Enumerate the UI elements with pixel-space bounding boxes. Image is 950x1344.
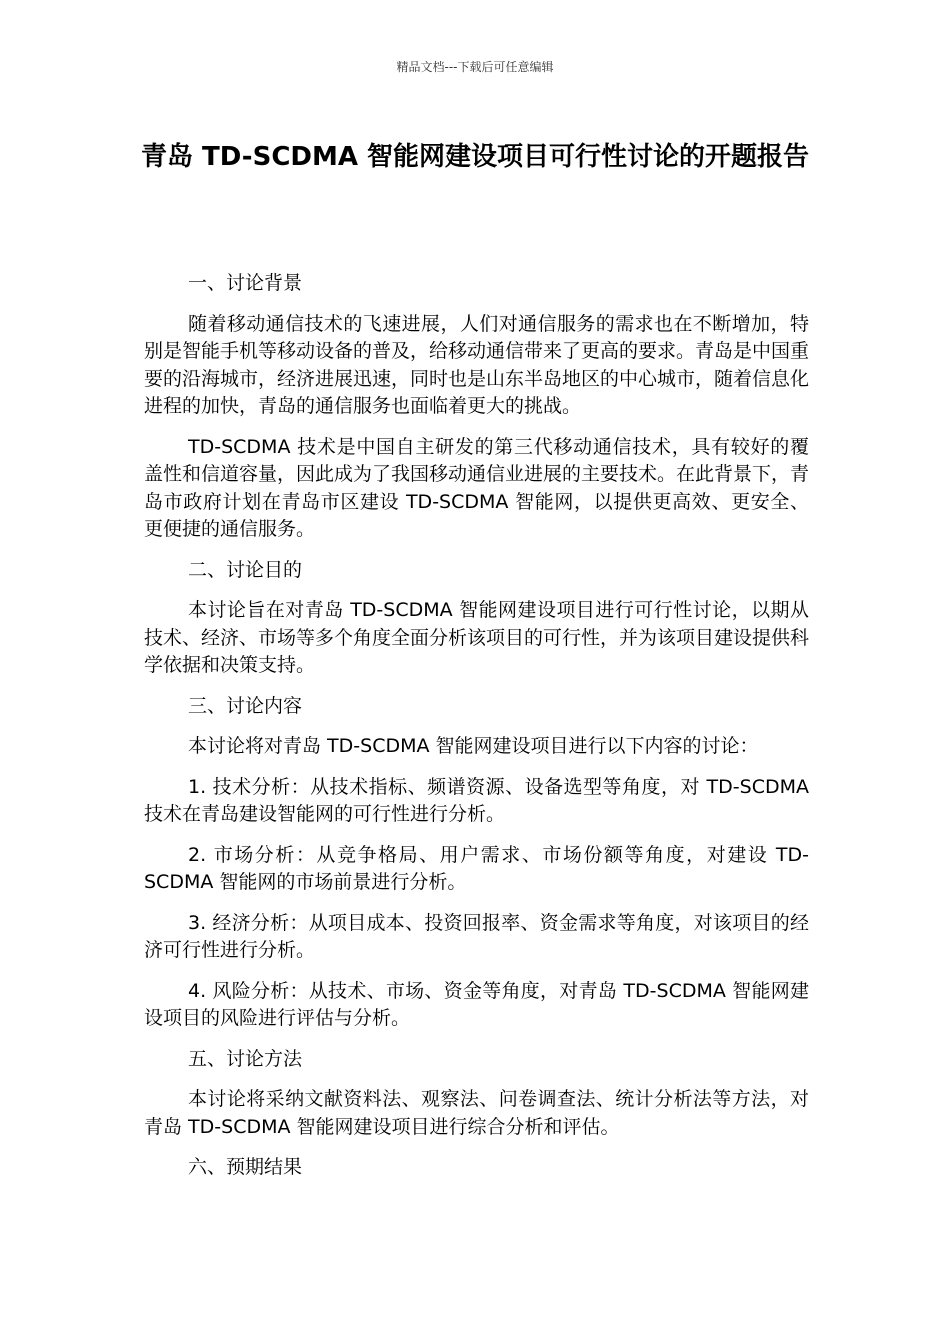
section-heading-background: 一、讨论背景 <box>188 272 303 294</box>
paragraph: 随着移动通信技术的飞速进展，人们对通信服务的需求也在不断增加，特别是智能手机等移动设备的普及，给移动通信带来了更高的要求。青岛是中国重要的沿海城市，经济进展迅速，同时也是山东半岛地区的中心城市，随着信息化进程的加快，青岛的通信服务也面临着更大的挑战。 <box>144 312 810 417</box>
paragraph: 本讨论旨在对青岛 TD-SCDMA 智能网建设项目进行可行性讨论，以期从技术、经济、市场等多个角度全面分析该项目的可行性，并为该项目建设提供科学依据和决策支持。 <box>144 599 810 676</box>
section-heading-content: 三、讨论内容 <box>188 694 303 717</box>
list-item: 4. 风险分析：从技术、市场、资金等角度，对青岛 TD-SCDMA 智能网建设项目的风险进行评估与分析。 <box>144 979 809 1029</box>
paragraph: 本讨论将采纳文献资料法、观察法、问卷调查法、统计分析法等方法，对青岛 TD-SCDMA 智能网建设项目进行综合分析和评估。 <box>144 1088 809 1138</box>
paragraph: 本讨论将对青岛 TD-SCDMA 智能网建设项目进行以下内容的讨论： <box>188 735 759 757</box>
section-heading-purpose: 二、讨论目的 <box>188 558 303 581</box>
section-heading-expected-results: 六、预期结果 <box>188 1156 303 1178</box>
document-title: 青岛 TD-SCDMA 智能网建设项目可行性讨论的开题报告 <box>140 142 810 172</box>
document-body <box>144 270 809 1195</box>
list-item: 2. 市场分析：从竞争格局、用户需求、市场份额等角度，对建设 TD-SCDMA 智能网的市场前景进行分析。 <box>144 843 809 893</box>
list-item: 1. 技术分析：从技术指标、频谱资源、设备选型等角度，对 TD-SCDMA 技术在青岛建设智能网的可行性进行分析。 <box>144 775 809 825</box>
list-item: 3. 经济分析：从项目成本、投资回报率、资金需求等角度，对该项目的经济可行性进行分析。 <box>144 911 809 961</box>
paragraph: TD-SCDMA 技术是中国自主研发的第三代移动通信技术，具有较好的覆盖性和信道容量，因此成为了我国移动通信业进展的主要技术。在此背景下，青岛市政府计划在青岛市区建设 TD-SCDMA 智能网，以提供更高效、更安全、更便捷的通信服务。 <box>144 435 810 540</box>
section-heading-method: 五、讨论方法 <box>188 1047 303 1070</box>
page-header: 精品文档---下载后可任意编辑 <box>396 60 554 74</box>
